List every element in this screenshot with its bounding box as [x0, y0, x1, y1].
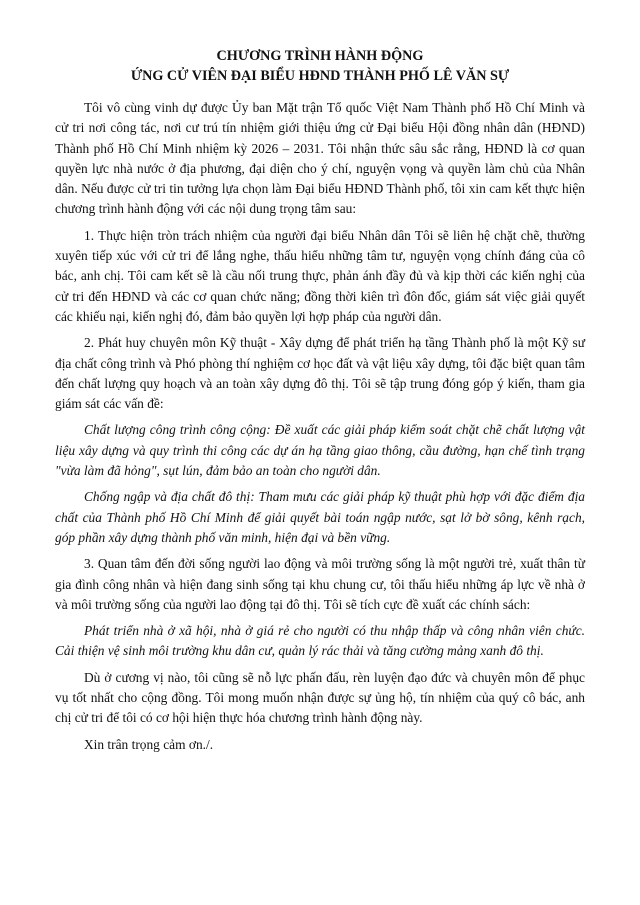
document-title-line-1: CHƯƠNG TRÌNH HÀNH ĐỘNG	[216, 48, 424, 64]
point-2b-paragraph: Chống ngập và địa chất đô thị: Tham mưu các giải pháp kỹ thuật phù hợp với đặc điểm địa chất của Thành phố Hồ Chí Minh để giải quyết bài toán ngập nước, sạt lở bờ sông, kênh rạch, góp phần xây dựng thành phố văn minh, hiện đại và bền vững.	[55, 489, 585, 545]
title-block	[55, 46, 585, 86]
point-2-paragraph: 2. Phát huy chuyên môn Kỹ thuật - Xây dựng để phát triển hạ tầng Thành phố là một Kỹ sư địa chất công trình và Phó phòng thí nghiệm cơ học đất và vật liệu xây dựng, tôi đặc biệt quan tâm đến chất lượng quy hoạch và an toàn xây dựng đô thị. Tôi sẽ tập trung đóng góp ý kiến, tham gia giám sát các vấn đề:	[55, 335, 585, 412]
document-title-line-2: ỨNG CỬ VIÊN ĐẠI BIỂU HĐND THÀNH PHỐ LÊ VĂN SỰ	[130, 68, 510, 84]
signoff-line: Xin trân trọng cảm ơn./.	[84, 736, 214, 752]
closing-paragraph: Dù ở cương vị nào, tôi cũng sẽ nỗ lực phấn đấu, rèn luyện đạo đức và chuyên môn để phục vụ tốt nhất cho cộng đồng. Tôi mong muốn nhận được sự ủng hộ, tín nhiệm của quý cô bác, anh chị cử tri để tôi có cơ hội hiện thực hóa chương trình hành động này.	[55, 669, 585, 726]
point-2a-paragraph: Chất lượng công trình công cộng: Đề xuất các giải pháp kiểm soát chặt chẽ chất lượng vật liệu xây dựng và quy trình thi công các dự án hạ tầng giao thông, cầu đường, hạn chế tình trạng "vừa làm đã hỏng", sụt lún, đảm bảo an toàn cho người dân.	[55, 422, 585, 479]
point-1-paragraph: 1. Thực hiện tròn trách nhiệm của người đại biểu Nhân dân Tôi sẽ liên hệ chặt chẽ, thường xuyên tiếp xúc với cử tri để lắng nghe, thấu hiểu những tâm tư, nguyện vọng chính đáng của cô bác, anh chị. Tôi cam kết sẽ là cầu nối trung thực, phản ánh đầy đủ và kịp thời các kiến nghị của cử tri đến HĐND và các cơ quan chức năng; đồng thời kiên trì đôn đốc, giám sát việc giải quyết các khiếu nại, kiến nghị đó, đảm bảo quyền lợi hợp pháp của người dân.	[55, 227, 585, 324]
intro-paragraph: Tôi vô cùng vinh dự được Ủy ban Mặt trận Tổ quốc Việt Nam Thành phố Hồ Chí Minh và cử tri nơi công tác, nơi cư trú tín nhiệm giới thiệu ứng cử Đại biểu Hội đồng nhân dân (HĐND) Thành phố Hồ Chí Minh nhiệm kỳ 2026 – 2031. Tôi nhận thức sâu sắc rằng, HĐND là cơ quan quyền lực nhà nước ở địa phương, đại diện cho ý chí, nguyện vọng và quyền làm chủ của Nhân dân. Nếu được cử tri tin tưởng lựa chọn làm Đại biểu HĐND Thành phố, tôi xin cam kết thực hiện chương trình hành động với các nội dung trọng tâm sau:	[55, 100, 585, 217]
point-3-paragraph: 3. Quan tâm đến đời sống người lao động và môi trường sống là một người trẻ, xuất thân từ gia đình công nhân và hiện đang sinh sống tại khu chung cư, tôi thấu hiểu những áp lực về nhà ở và môi trường sống của người lao động tại đô thị. Tôi sẽ tích cực đề xuất các chính sách:	[55, 556, 585, 612]
point-3a-paragraph: Phát triển nhà ở xã hội, nhà ở giá rẻ cho người có thu nhập thấp và công nhân viên chức. Cải thiện vệ sinh môi trường khu dân cư, quản lý rác thải và tăng cường mảng xanh đô thị.	[55, 623, 585, 659]
